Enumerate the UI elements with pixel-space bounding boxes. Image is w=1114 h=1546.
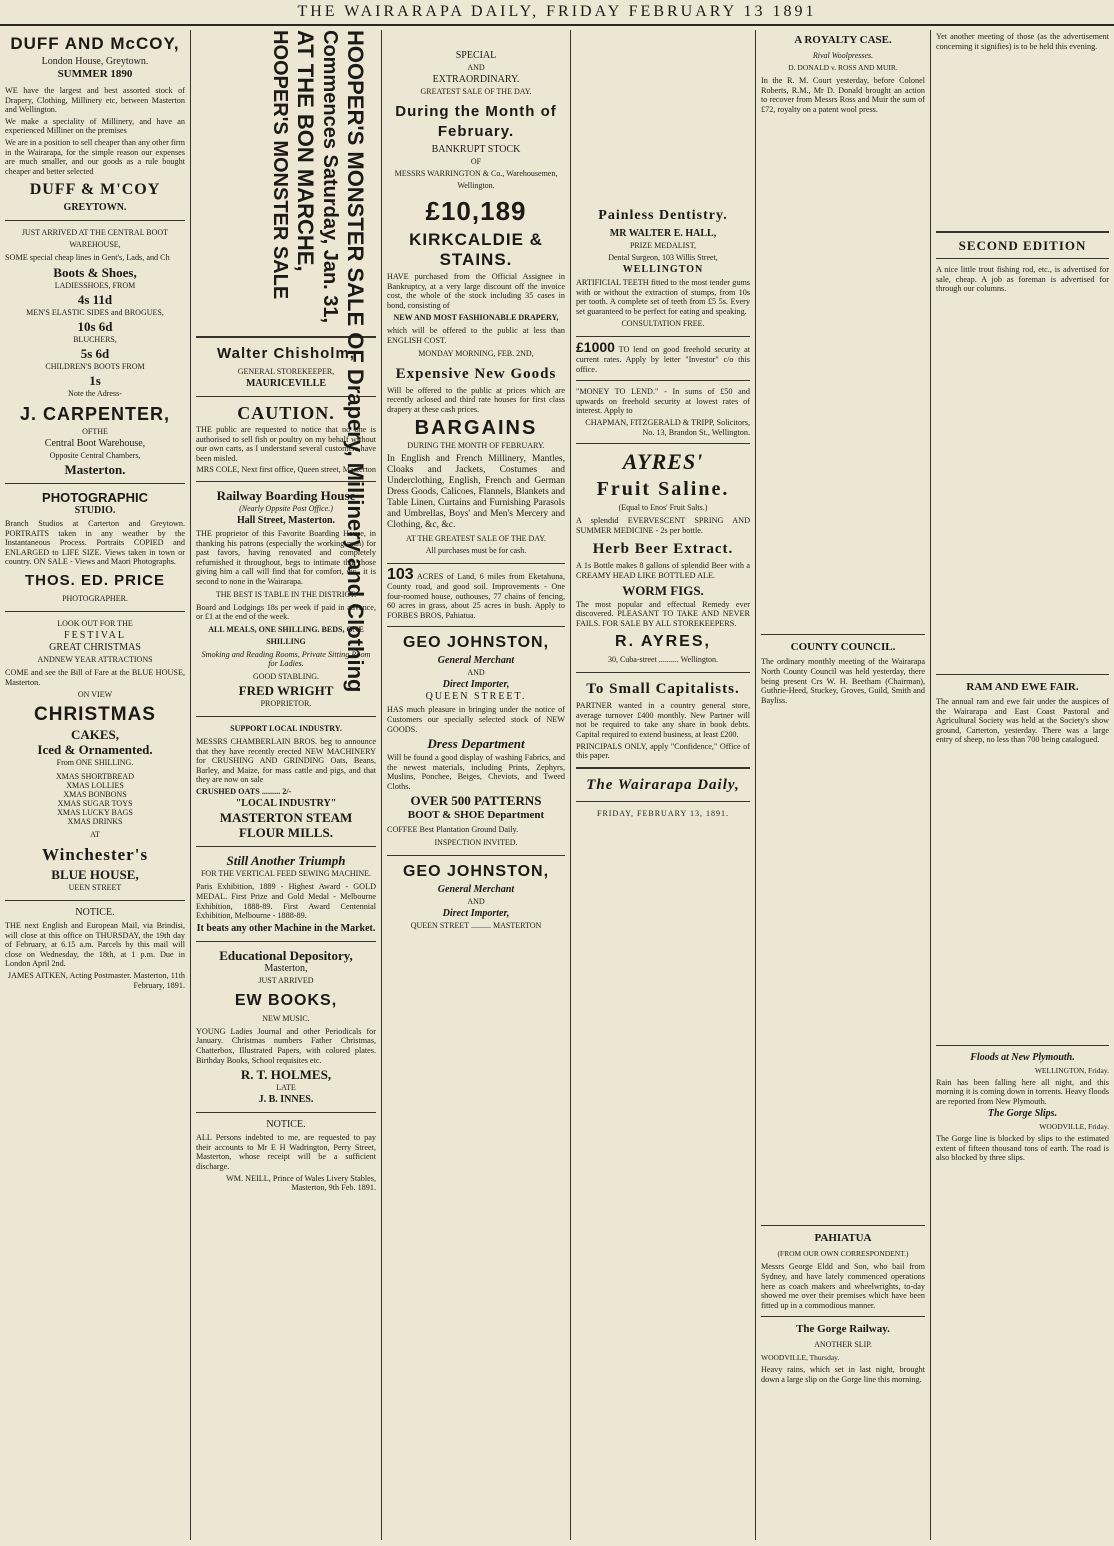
- mail-notice: [5, 907, 185, 990]
- photo-studio: STUDIO.: [74, 504, 116, 516]
- acres-head: 103: [387, 566, 414, 584]
- chisholm-name: Walter Chisholm,: [217, 345, 355, 362]
- winchester-christmas: CHRISTMAS: [34, 704, 156, 726]
- ayres-head: AYRES': [622, 449, 704, 475]
- floods-head: Floods at New Plymouth.: [970, 1051, 1075, 1063]
- carpenter-line-3: BLUCHERS,: [73, 334, 117, 344]
- flour-mill-ad: [196, 723, 376, 841]
- divider: [936, 231, 1109, 233]
- money-body: "MONEY TO LEND." - In sums of £50 and upwards on freehold security at lowest rates of interest. Apply to: [576, 387, 750, 416]
- winchester-blue-house: BLUE HOUSE,: [51, 867, 139, 883]
- kirkcaldie-ad: [387, 50, 565, 557]
- divider: [196, 846, 376, 847]
- mill-oats: CRUSHED OATS ......... 2/-: [196, 786, 292, 796]
- gorge-head: The Gorge Railway.: [796, 1323, 890, 1336]
- herb-head: Herb Beer Extract.: [592, 541, 734, 558]
- winchester-list-item: XMAS LOLLIES: [66, 781, 124, 791]
- spec-body-3: Will be offered to the public at prices which are recently aclosed and third rate houses for first class drapery at these cash prices.: [387, 385, 565, 414]
- photo-ad: [5, 490, 185, 605]
- floods-article: [936, 1052, 1109, 1106]
- edu-books: EW BOOKS,: [234, 991, 338, 1009]
- ayres-body: A splendid EVERVESCENT SPRING AND SUMMER MEDICINE - 2s per bottle.: [576, 516, 750, 535]
- railway-body: THE proprietor of this Favorite Boarding House, in thanking his patrons (especially the working man) for past favors, having renovated and completely refurnished it throughout, begs to intimate that those giving him a call will find that for comfort, etc., it is second to none in the Wairarapa.: [196, 528, 376, 586]
- worm-body: The most popular and effectual Remedy ever discovered. PLEASANT TO TAKE AND NEVER FAILS. FOR SALE BY ALL STOREKEEPERS.: [576, 599, 750, 628]
- spec-line-8: MESSRS WARRINGTON & Co., Warehousemen, Wellington.: [394, 169, 558, 190]
- carpenter-price-2: 10s 6d: [77, 318, 113, 334]
- winchester-ad: [5, 618, 185, 894]
- winchester-festival: FESTIVAL: [64, 629, 126, 641]
- sewing-sub: FOR THE VERTICAL FEED SEWING MACHINE.: [200, 869, 372, 879]
- johnston-head: GEO JOHNSTON,: [402, 634, 550, 652]
- carpenter-line-4: CHILDREN'S BOOTS FROM: [45, 361, 145, 371]
- carpenter-price-1: 4s 11d: [77, 291, 113, 307]
- winchester-at: AT: [90, 830, 100, 840]
- bargains-head: BARGAINS: [414, 417, 538, 440]
- winchester-look: LOOK OUT FOR THE: [57, 618, 133, 628]
- johnston-coffee: COFFEE Best Plantation Ground Daily.: [387, 825, 519, 835]
- railway-meals: ALL MEALS, ONE SHILLING. BEDS, ONE SHILLING: [208, 624, 364, 646]
- divider: [5, 611, 185, 612]
- edu-town: Masterton,: [264, 962, 308, 974]
- spec-line-6: BANKRUPT STOCK: [431, 144, 521, 155]
- railway-hall: Hall Street, Masterton.: [236, 514, 336, 526]
- spec-line-7: OF: [470, 157, 482, 166]
- worm-head: WORM FIGS.: [622, 582, 704, 598]
- bargains-during: DURING THE MONTH OF FEBRUARY.: [407, 441, 545, 451]
- sewing-body: Paris Exhibition, 1889 - Highest Award - GOLD MEDAL. First Prize and Gold Medal - Melbourne Exhibition, 1888-89. First Award Centennial Exhibition, Melbourne - 1888-89.: [196, 882, 376, 921]
- gorge-body: Heavy rains, which set in last night, brought down a large slip on the Gorge line this morning.: [761, 1364, 925, 1384]
- winchester-list-item: XMAS SUGAR TOYS: [57, 799, 133, 809]
- column-5: [756, 30, 930, 1540]
- column-6: [931, 30, 1114, 1540]
- spec-line-5: During the Month of February.: [395, 103, 557, 140]
- railway-proprietor: FRED WRIGHT: [238, 682, 334, 698]
- column-2: [191, 30, 381, 1540]
- edu-head: Educational Depository,: [219, 947, 353, 963]
- carpenter-line-1: LADIESSHOES, FROM: [54, 280, 136, 290]
- edu-body: YOUNG Ladies Journal and other Periodicals for January. Christmas numbers Father Christmas, Chatterbox, Illustrated Papers, with colored plates. Birthday Books, School requisites etc.: [196, 1026, 376, 1065]
- notice2-body: ALL Persons indebted to me, are requested to pay their accounts to Mr E H Wadrington, Perry Street, Masterton, whose receipt will be a sufficient discharge.: [196, 1133, 376, 1171]
- divider: [761, 1316, 925, 1317]
- johnston-boot: BOOT & SHOE Department: [407, 809, 545, 822]
- carpenter-price-4: 1s: [89, 372, 101, 388]
- hooper-line-2: Commences Saturday, Jan. 31,: [319, 30, 341, 324]
- daily-date: FRIDAY, FEBRUARY 13, 1891.: [597, 808, 729, 818]
- johnston-street: QUEEN STREET.: [425, 691, 527, 703]
- ram-head: RAM AND EWE FAIR.: [966, 680, 1079, 693]
- photo-head: PHOTOGRAPHIC: [42, 489, 148, 505]
- herb-body: A 1s Bottle makes 8 gallons of splendid Beer with a CREAMY HEAD LIKE BOTTLED ALE.: [576, 561, 750, 580]
- spec-body: HAVE purchased from the Official Assignee in Bankruptcy, at a very large discount off the invoice cost, the whole of the stock including 35 cases in bond, consisting of: [387, 272, 565, 310]
- johnston-inspection: INSPECTION INVITED.: [434, 838, 518, 848]
- mill-head: SUPPORT LOCAL INDUSTRY.: [230, 723, 342, 733]
- duff-mccoy-ad: [5, 34, 185, 214]
- carpenter-warehouse: Central Boot Warehouse,: [44, 437, 146, 449]
- gorge-slips-article: [936, 1108, 1109, 1162]
- mill-name: MASTERTON STEAM: [219, 810, 353, 826]
- winchester-street: UEEN STREET: [68, 883, 122, 893]
- winchester-from: From ONE SHILLING.: [56, 758, 134, 768]
- chisholm-town: MAURICEVILLE: [245, 378, 326, 389]
- dent-name: MR WALTER E. HALL,: [609, 228, 717, 239]
- spec-line-3: EXTRAORDINARY.: [432, 74, 520, 85]
- winchester-list: [5, 772, 185, 826]
- johnston-body: HAS much pleasure in bringing under the notice of Customers our specially selected stock of NEW GOODS.: [387, 705, 565, 734]
- spec-monday: MONDAY MORNING, FEB. 2ND,: [418, 348, 534, 358]
- royalty-body: In the R. M. Court yesterday, before Colonel Roberts, R.M., Mr D. Donald brought an action to recover from Messrs Ross and Muir the sum of £72, royalty on a patent wool press.: [761, 76, 925, 114]
- winchester-list-item: XMAS SHORTBREAD: [56, 772, 134, 782]
- caution-signature: MRS COLE, Next first office, Queen street, Masterton: [196, 465, 376, 475]
- divider: [576, 443, 750, 444]
- acres-ad: [387, 566, 565, 620]
- spec-line-2: AND: [467, 63, 485, 72]
- sewing-beats: It beats any other Machine in the Market.: [196, 922, 376, 934]
- duff-season: SUMMER 1890: [57, 68, 133, 80]
- railway-stabling: GOOD STABLING.: [252, 671, 320, 681]
- winchester-cakes: CAKES,: [70, 727, 120, 743]
- johnston2-sub: General Merchant: [437, 884, 515, 896]
- divider: [761, 634, 925, 635]
- gorge-slips-body: The Gorge line is blocked by slips to the estimated extent of fifteen thousand tons of earth. The road is also blocked by three slips.: [936, 1133, 1109, 1163]
- spec-amount: £10,189: [425, 196, 527, 226]
- carpenter-note: Note the Adress-: [68, 388, 122, 398]
- divider: [576, 801, 750, 802]
- masthead: [0, 0, 1114, 26]
- col6-top-body: Yet another meeting of those (as the advertisement concerning it signifies) is to be held this evening.: [936, 32, 1109, 51]
- gorge-slips-head: The Gorge Slips.: [987, 1108, 1058, 1120]
- divider: [387, 563, 565, 564]
- floods-body: Rain has been falling here all night, and this morning it is coming down in torrents. Heavy floods are reported from New Plymouth.: [936, 1077, 1109, 1106]
- photo-body: Branch Studios at Carterton and Greytown. PORTRAITS taken in any weather by the Instantaneous Process. Portraits COPIED and ENLARGED to LIFE SIZE. Views taken in town or country. ON SALE - Views and Maori Photographs.: [5, 518, 185, 567]
- johnston-dress: Dress Department: [427, 736, 525, 752]
- sewing-machine-ad: [196, 853, 376, 934]
- hooper-vertical-text: [268, 30, 368, 692]
- winchester-ny: ANDNEW YEAR ATTRACTIONS: [37, 654, 153, 664]
- floods-loc: WELLINGTON, Friday.: [1034, 1065, 1109, 1075]
- johnston-sub: General Merchant: [437, 655, 515, 667]
- ayres-address: 30, Cuba-street .......... Wellington.: [607, 655, 719, 665]
- railway-smoke: Smoking and Reading Rooms, Private Sitting Room for Ladies.: [201, 649, 371, 669]
- mill-body: MESSRS CHAMBERLAIN BROS. beg to announce that they have recently erected NEW MACHINERY for CRUSHING AND GRINDING Oats, Beans, Barley, and Maize, for mass cattle and pigs, and that they are now on sale: [196, 736, 376, 785]
- divider: [761, 1225, 925, 1226]
- divider: [576, 336, 750, 337]
- edu-music: NEW MUSIC.: [262, 1013, 310, 1023]
- ram-fair-article: [936, 681, 1109, 745]
- notice2-signature: WM. NEILL, Prince of Wales Livery Stables, Masterton, 9th Feb. 1891.: [226, 1173, 376, 1193]
- lend-ad: [576, 339, 750, 374]
- dent-body: ARTIFICIAL TEETH fitted to the most tender gums with or without the extraction of stumps, from 10s per tooth. A complete set of teeth from £5 5s. Every set guaranteed to be perfect for eating and speaking.: [576, 278, 750, 316]
- railway-board: Board and Lodgings 18s per week if paid in advance, or £1 at the end of the week.: [196, 602, 376, 622]
- educational-ad: [196, 948, 376, 1106]
- duff-title: DUFF AND McCOY,: [10, 34, 180, 53]
- gorge-sub: ANOTHER SLIP.: [814, 1340, 872, 1350]
- column-1: [0, 30, 190, 1540]
- dent-consult: CONSULTATION FREE.: [621, 319, 705, 329]
- johnston-body-2: Will be found a good display of washing Fabrics, and the newest materials, including Prints, Zephyrs, Muslins, Ponchee, Beiges, Cheviots, and Tweed Cloths.: [387, 753, 565, 791]
- railway-head: Railway Boarding House: [216, 487, 356, 503]
- carpenter-head: JUST ARRIVED AT THE CENTRAL BOOT WAREHOUSE,: [21, 228, 169, 250]
- capitalists-head: To Small Capitalists.: [586, 681, 740, 698]
- divider: [576, 672, 750, 673]
- johnston-direct: Direct Importer,: [442, 679, 510, 691]
- royalty-head: A ROYALTY CASE.: [794, 34, 892, 46]
- pahiatua-sub: (FROM OUR OWN CORRESPONDENT.): [777, 1249, 909, 1259]
- money-signature: CHAPMAN, FITZGERALD & TRIPP, Solicitors, No. 13, Brandon St., Wellington.: [585, 417, 750, 437]
- winchester-great: GREAT CHRISTMAS: [49, 641, 141, 653]
- pahiatua-body: Messrs George Eldd and Son, who bail from Sydney, and have lately commenced operations here as coach makers and wheelwrights, to-day showed me over their premises which have been fitted up in a commodious manner.: [761, 1262, 925, 1310]
- duff-location: London House, Greytown.: [41, 56, 149, 67]
- duff-body: WE have the largest and best assorted stock of Drapery, Clothing, Millinery etc, between Masterton and Wellington.: [5, 86, 185, 115]
- pahiatua-article: [761, 1232, 925, 1310]
- divider: [196, 941, 376, 942]
- carpenter-price-3: 5s 6d: [80, 345, 110, 361]
- daily-banner: [576, 775, 750, 820]
- mill-name-2: FLOUR MILLS.: [239, 825, 333, 841]
- johnston2-street: QUEEN STREET .......... MASTERTON: [410, 921, 542, 931]
- railway-sub: (Nearly Oppsite Post Office.): [239, 503, 333, 513]
- johnston2-head: GEO JOHNSTON,: [402, 863, 550, 881]
- notice-body: THE next English and European Mail, via Brindisi, will close at this office on THURSDAY, the 19th day of February, at 6.15 a.m. Parcels by this mail will close on Wednesday, the 18th, at 1 p.m. Due in London April 2nd.: [5, 921, 185, 969]
- ayres-name: R. AYRES,: [615, 633, 711, 651]
- divider: [5, 900, 185, 901]
- bargains-cash: All purchases must be for cash.: [425, 546, 527, 556]
- acres-body: ACRES of Land, 6 miles from Eketahuna, County road, and good soil. Improvements - One four-roomed house, outhouses, 77 chains of fencing, 60 acres in grass, about 25 acres in bush. Apply to FORBES BROS, Pahiatua.: [387, 572, 565, 620]
- duff-body-3: We are in a position to sell cheaper than any other firm in the Wairarapa, for the simple reason our expenses are much smaller, and our goods as a rule bought cheaper and better selected: [5, 137, 185, 176]
- photo-role: PHOTOGRAPHER.: [62, 593, 128, 603]
- duff-town: GREYTOWN.: [63, 202, 127, 214]
- divider: [387, 626, 565, 627]
- edu-late: LATE: [276, 1083, 296, 1093]
- divider: [196, 716, 376, 717]
- second-edition-head: SECOND EDITION: [958, 238, 1087, 254]
- gorge-loc: WOODVILLE, Thursday.: [761, 1353, 840, 1363]
- money-ad: [576, 387, 750, 437]
- capitalists-note: PRINCIPALS ONLY, apply "Confidence," Office of this paper.: [576, 741, 750, 761]
- divider: [196, 1112, 376, 1113]
- divider: [576, 380, 750, 381]
- lend-body: TO lend on good freehold security at current rates. Apply by letter "Investor" c/o this office.: [576, 345, 750, 374]
- masthead-text: THE WAIRARAPA DAILY, FRIDAY FEBRUARY 13 1891: [297, 3, 817, 20]
- johnston-ad: [387, 633, 565, 932]
- carpenter-ad: [5, 227, 185, 477]
- sewing-head: Still Another Triumph: [226, 853, 346, 869]
- carpenter-name: J. CARPENTER,: [19, 403, 171, 424]
- divider: [936, 674, 1109, 675]
- county-head: COUNTY COUNCIL.: [790, 641, 896, 654]
- notice-signature: JAMES AITKEN, Acting Postmaster. Masterton, 11th February, 1891.: [7, 971, 185, 990]
- county-council-article: [761, 641, 925, 705]
- second-edition-body: A nice little trout fishing rod, etc., is advertised for sale, cheap. A job as foreman is advertised for through our columns.: [936, 265, 1109, 294]
- spec-line-1: SPECIAL: [455, 50, 497, 61]
- gorge-railway-article: [761, 1323, 925, 1384]
- mill-local: "LOCAL INDUSTRY": [235, 798, 337, 810]
- edu-innes: J. B. INNES.: [258, 1094, 314, 1106]
- divider: [5, 220, 185, 221]
- divider: [936, 1045, 1109, 1046]
- johnston-and: AND: [467, 668, 485, 678]
- carpenter-of: OFTHE: [82, 426, 108, 436]
- divider: [5, 483, 185, 484]
- edu-just: JUST ARRIVED: [258, 975, 314, 985]
- winchester-iced: Iced & Ornamented.: [37, 742, 153, 758]
- spec-body-2: which will be offered to the public at less than ENGLISH COST.: [387, 326, 565, 345]
- notice2-head: NOTICE.: [266, 1119, 306, 1131]
- spec-firm: KIRKCALDIE & STAINS.: [409, 230, 543, 269]
- divider: [576, 767, 750, 769]
- royalty-sub: Rival Woolpresses.: [812, 51, 874, 60]
- ayres-ad: [576, 450, 750, 666]
- carpenter-body: SOME special cheap lines in Gent's, Lads, and Ch: [5, 253, 170, 263]
- divider: [936, 258, 1109, 259]
- johnston2-direct: Direct Importer,: [442, 908, 510, 920]
- bargains-at: AT THE GREATEST SALE OF THE DAY.: [405, 534, 547, 544]
- daily-title: The Wairarapa Daily,: [586, 776, 740, 793]
- hooper-line-1: HOOPER'S MONSTER SALE OF Drapery, Millinery and Clothing: [343, 30, 368, 693]
- railway-best: THE BEST IS TABLE IN THE DISTRICT.: [215, 589, 357, 599]
- winchester-list-item: XMAS DRINKS: [67, 817, 123, 827]
- edu-signature: R. T. HOLMES,: [240, 1067, 332, 1083]
- royalty-parties: D. DONALD v. ROSS AND MUIR.: [788, 63, 898, 72]
- winchester-list-item: XMAS LUCKY BAGS: [57, 808, 133, 818]
- ayres-fruit-saline: Fruit Saline.: [596, 478, 730, 501]
- ayres-sub: (Equal to Enos' Fruit Salts.): [618, 503, 708, 513]
- lend-amount: £1000: [576, 339, 615, 356]
- carpenter-opposite: Opposite Central Chambers,: [49, 450, 141, 460]
- dent-town: WELLINGTON: [622, 264, 704, 275]
- winchester-view: ON VIEW: [77, 690, 113, 700]
- johnston2-and: AND: [467, 897, 485, 907]
- gorge-slips-loc: WOODVILLE, Friday.: [1039, 1122, 1109, 1132]
- photo-name: THOS. ED. PRICE: [24, 571, 166, 589]
- county-body: The ordinary monthly meeting of the Wairarapa North County Council was held yesterday, there being present Crs W. H. Beetham (Chairman), Guthrie-Heed, Stuckey, Groves, Guild, Smith and Bayliss.: [761, 657, 925, 705]
- capitalists-body: PARTNER wanted in a country general store, average turnover £400 monthly. New Partner will not be required to take any share in book debts. Capital required to extend business, at least £200.: [576, 701, 750, 740]
- debt-notice: [196, 1119, 376, 1193]
- column-4: [571, 30, 755, 1540]
- caution-head: CAUTION.: [237, 403, 335, 423]
- spec-expensive: Expensive New Goods: [395, 365, 557, 382]
- column-3: [382, 30, 570, 1540]
- notice-head: NOTICE.: [75, 907, 115, 919]
- winchester-come: COME and see the Bill of Fare at the BLUE HOUSE, Masterton.: [5, 667, 185, 687]
- winchester-name: Winchester's: [41, 845, 149, 865]
- dentistry-ad: [576, 206, 750, 330]
- caution-body: THE public are requested to notice that no one is authorised to sell fish or poultry on my behalf without our own carts, as I understand several customers have been misled.: [196, 425, 376, 463]
- ram-body: The annual ram and ewe fair under the auspices of the Wairarapa and East Coast Pastoral and Agricultural Society was held at the Society's show ground, Carterton, yesterday. There was a large entry of sheep, no less than 700 being catalogued.: [936, 696, 1109, 745]
- bargains-body: In English and French Millinery, Mantles, Cloaks and Jackets, Costumes and Underclothing, English, French and German Dress Goods, Calicoes, Flannels, Blankets and Table Linen, Curtains and Furnishing Parasols and Umbrellas, Boys' and Men's Mercery and Clothing, &c, &c.: [387, 454, 565, 531]
- winchester-list-item: XMAS BONBONS: [63, 790, 127, 800]
- chisholm-role: GENERAL STOREKEEPER,: [237, 367, 335, 376]
- spec-new: NEW AND MOST FASHIONABLE DRAPERY,: [393, 313, 559, 323]
- carpenter-line-2: MEN'S ELASTIC SIDES and BROGUES,: [26, 307, 164, 317]
- dent-head: Painless Dentistry.: [598, 208, 728, 223]
- dent-address: Dental Surgeon, 103 Willis Street,: [608, 253, 718, 262]
- johnston-patterns: OVER 500 PATTERNS: [410, 793, 542, 809]
- pahiatua-head: PAHIATUA: [814, 1232, 872, 1245]
- duff-body-2: We make a speciality of Millinery, and have an experienced Milliner on the premises: [5, 116, 185, 136]
- divider: [387, 855, 565, 856]
- duff-signature: DUFF & M'COY: [29, 181, 161, 199]
- hooper-line-3: AT THE BON MARCHE,: [293, 30, 318, 272]
- hooper-line-4: HOOPER'S MONSTER SALE: [269, 30, 291, 300]
- dent-prize: PRIZE MEDALIST,: [629, 241, 697, 250]
- carpenter-town: Masterton.: [64, 461, 126, 477]
- railway-proprietor-role: PROPRIETOR.: [260, 698, 312, 708]
- carpenter-boots: Boots & Shoes,: [53, 264, 137, 280]
- spec-line-4: GREATEST SALE OF THE DAY.: [420, 87, 532, 96]
- capitalists-ad: [576, 679, 750, 761]
- royalty-article: [761, 34, 925, 114]
